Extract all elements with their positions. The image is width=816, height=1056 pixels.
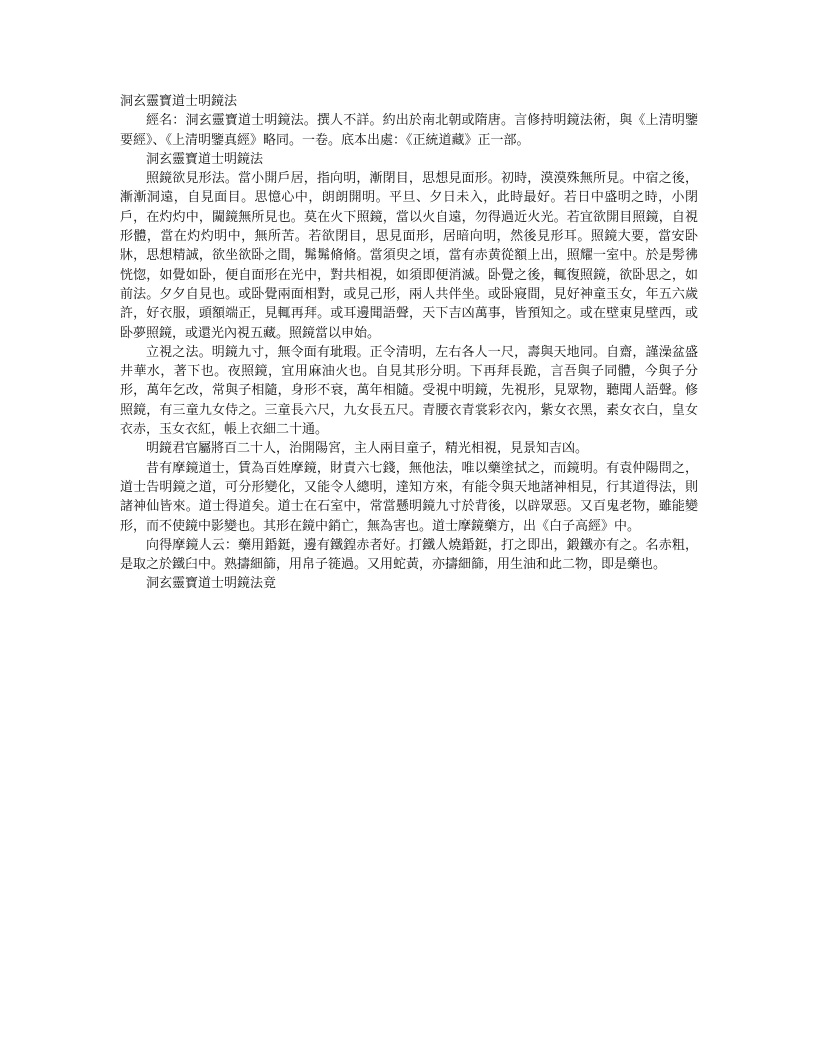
closing-line: 洞玄靈寶道士明鏡法竟 [146, 576, 277, 592]
scripture-info-paragraph: 經名：洞玄靈寶道士明鏡法。撰人不詳。約出於南北朝或隋唐。言修持明鏡法術，與《上清明鑒要經》、《上清明鑒真經》略同。一卷。底本出處：《正統道藏》正一部。 [120, 113, 698, 148]
body-paragraph: 立視之法。明鏡九寸，無令面有玼瑕。正令清明，左右各人一尺，壽與天地同。自齋，謹澡盆盛井華水，著下也。夜照鏡，宜用麻油火也。自見其形分明。下再拜長跪，言吾與子同體，今與子分形，萬年乞改，常與子相隨，身形不衰，萬年相隨。受視中明鏡，先視形，見眾物，聽聞人語聲。修照鏡，有三童九女侍之。三童長六尺，九女長五尺。青腰衣青裳彩衣內，紫女衣黑，素女衣白，皇女衣赤，玉女衣紅，帳上衣細二十通。 [120, 344, 698, 438]
document-page [120, 92, 698, 594]
body-paragraph: 向得摩鏡人云：藥用錉鋌，邊有鐵鍠赤者好。打鐵人燒錉鋌，打之即出，鍛鐵亦有之。名赤粗，是取之於鐵臼中。熟擣細篩，用帛子簁過。又用蛇黃，亦擣細篩，用生油和此二物，即是藥也。 [120, 537, 698, 573]
body-paragraph: 明鏡君官屬將百二十人，治開陽宮，主人兩目童子，精光相視，見景知吉凶。 [146, 441, 589, 457]
body-paragraph: 照鏡欲見形法。當小開戶居，指向明，漸閉目，思想見面形。初時，漠漠殊無所見。中宿之後，漸漸洞遠，自見面目。思憶心中，朗朗開明。平旦、夕日未入，此時最好。若日中盛明之時，小閉戶，在灼灼中，闚鏡無所見也。莫在火下照鏡，當以火自遠，勿得過近火光。若宜欲開目照鏡，自視形體，當在灼灼明中，無所苦。若欲閉目，思見面形，居暗向明，然後見形耳。照鏡大要，當安卧牀，思想精誠，欲坐欲卧之間，髴髴脩脩。當須臾之頃，當有赤黄從額上出，照耀一室中。於是髣彿恍惚，如覺如卧，便自面形在光中，對共相視，如須即便消滅。卧覺之後，輒復照鏡，欲卧思之，如前法。夕夕自見也。或卧覺兩面相對，或見己形，兩人共伴坐。或卧寢間，見好神童玉女，年五六歲許，好衣服，頭額端正，見輒再拜。或耳邊聞語聲，天下吉凶萬事，皆預知之。或在壁東見壁西，或卧夢照鏡，或還光內視五藏。照鏡當以申始。 [120, 171, 698, 341]
body-paragraph: 昔有摩鏡道士，賃為百姓摩鏡，財責六七錢，無他法，唯以藥塗拭之，而鏡明。有袁仲陽問之，道士告明鏡之道，可分形變化，又能令人總明，達知方來，有能令與天地諸神相見，行其道得法，則諸神仙皆來。道士得道矣。道士在石室中，常當懸明鏡九寸於背後，以辟眾惡。又百鬼老物，雖能變形，而不使鏡中影變也。其形在鏡中銷亡，無為害也。道士摩鏡藥方，出《白子高經》中。 [120, 460, 698, 534]
document-title: 洞玄靈寶道士明鏡法 [120, 94, 238, 109]
section-heading: 洞玄靈寶道士明鏡法 [146, 151, 264, 167]
